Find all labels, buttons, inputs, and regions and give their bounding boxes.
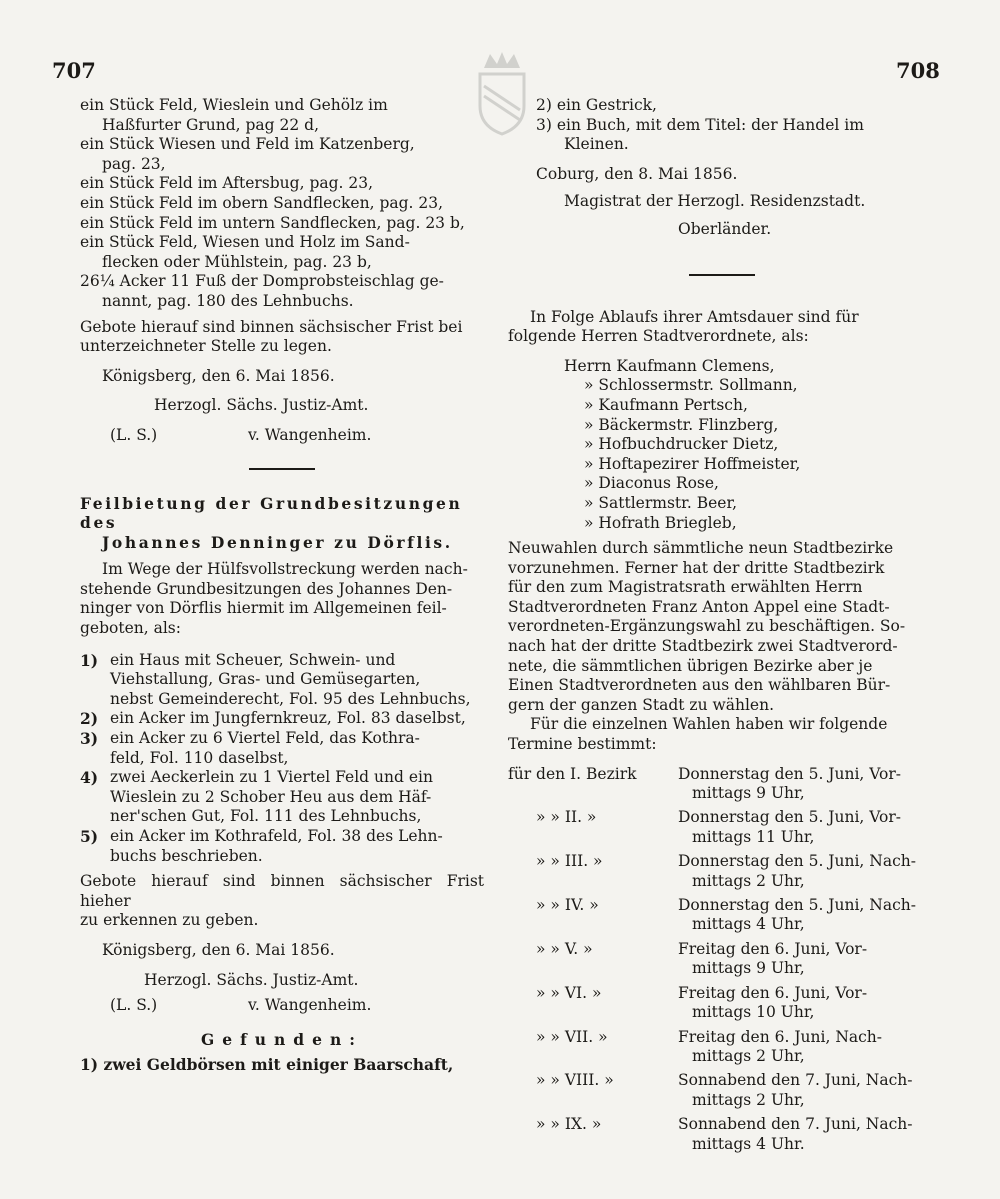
place-date: Coburg, den 8. Mai 1856. [536,164,738,183]
property-list [80,651,484,867]
parcel-line: flecken oder Mühlstein, pag. 23 b, [102,252,372,271]
parcel-line: nannt, pag. 180 des Lehnbuchs. [102,291,354,310]
schedule-row [508,984,936,1023]
separator [689,274,755,276]
item-number: 4) [80,768,99,788]
item-line: ein Acker zu 6 Viertel Feld, das Kothra- [110,729,420,748]
district: » » V. » [536,939,593,958]
page-number-left: 707 [52,58,96,83]
parcel-line: ein Stück Feld im obern Sandflecken, pag. 23, [80,193,444,212]
item-number: 1) [80,650,99,670]
signer: v. Wangenheim. [248,996,372,1015]
list-item [80,709,484,729]
district: » » III. » [536,852,603,871]
schedule-time: mittags 10 Uhr, [692,1003,815,1022]
body-line: nach hat der dritte Stadtbezirk zwei Stadtverord- [508,637,898,656]
list-item: » Hofbuchdrucker Dietz, [584,435,779,454]
signature-block [80,996,484,1016]
schedule-time: mittags 9 Uhr, [692,784,805,803]
parcel-line: ein Stück Wiesen und Feld im Katzenberg, [80,135,415,154]
parcel-line: Haßfurter Grund, pag 22 d, [102,115,320,134]
found-item: 3) ein Buch, mit dem Titel: der Handel im [536,115,864,134]
place-date: Königsberg, den 6. Mai 1856. [102,940,335,959]
schedule-time: mittags 2 Uhr, [692,871,805,890]
found-item: Kleinen. [564,135,629,154]
schedule-row [508,896,936,935]
bids-text: Gebote hierauf sind binnen sächsischer Frist bei [80,317,463,336]
body-line: Stadtverordneten Franz Anton Appel eine Stadt- [508,597,890,616]
schedule-time: mittags 11 Uhr, [692,827,815,846]
page-number-right: 708 [896,58,940,83]
found-item: 1) zwei Geldbörsen mit einiger Baarschaft, [80,1055,454,1075]
schedule-time: mittags 9 Uhr, [692,959,805,978]
item-line: nebst Gemeinderecht, Fol. 95 des Lehnbuchs, [110,689,471,708]
separator [249,468,315,470]
schedule-row [508,1071,936,1110]
section-heading: Feilbietung der Grundbesitzungen des [80,493,463,533]
schedule-date: Sonnabend den 7. Juni, Nach- [678,1115,913,1134]
item-line: ein Acker im Jungfernkreuz, Fol. 83 daselbst, [110,709,466,728]
list-item [80,827,484,866]
place-date: Königsberg, den 6. Mai 1856. [102,366,335,385]
parcel-line: ein Stück Feld, Wiesen und Holz im Sand- [80,233,410,252]
district: » » VII. » [536,1027,608,1046]
schedule-row [508,852,936,891]
district: » » IV. » [536,896,599,915]
body-line: gern der ganzen Stadt zu wählen. [508,695,775,714]
left-column [80,96,484,1075]
list-item: » Hoftapezirer Hoffmeister, [584,454,801,473]
parcel-list [80,96,484,312]
schedule-date: Donnerstag den 5. Juni, Vor- [678,764,902,783]
list-item: Herrn Kaufmann Clemens, [564,356,775,375]
parcel-line: ein Stück Feld im Aftersbug, pag. 23, [80,174,374,193]
found-heading: Gefunden: [201,1029,363,1049]
district: » » II. » [536,808,597,827]
schedule-time: mittags 2 Uhr, [692,1090,805,1109]
schedule-row [508,1028,936,1067]
seal: (L. S.) [110,425,158,444]
signer: Oberländer. [678,219,772,238]
item-line: zwei Aeckerlein zu 1 Viertel Feld und ein [110,768,433,787]
council-member-list [508,357,936,533]
terms-intro: Für die einzelnen Wahlen haben wir folgende [530,715,888,734]
schedule-date: Freitag den 6. Juni, Nach- [678,1027,883,1046]
schedule-time: mittags 4 Uhr, [692,915,805,934]
item-number: 2) [80,709,99,729]
bids-text: Gebote hierauf sind binnen sächsischer Frist hieher [80,872,484,910]
item-line: Wieslein zu 2 Schober Heu aus dem Häf- [110,787,432,806]
list-item: » Sattlermstr. Beer, [584,493,738,512]
district: » » VI. » [536,983,602,1002]
item-line: ner'schen Gut, Fol. 111 des Lehnbuchs, [110,807,422,826]
intro-line: ninger von Dörflis hiermit im Allgemeinen feil- [80,599,447,618]
parcel-line: ein Stück Feld im untern Sandflecken, pag. 23 b, [80,213,465,232]
intro-line: Im Wege der Hülfsvollstreckung werden nach- [102,560,468,579]
item-line: feld, Fol. 110 daselbst, [110,748,289,767]
schedule-date: Donnerstag den 5. Juni, Nach- [678,852,916,871]
section-heading: Johannes Denninger zu Dörflis. [102,532,453,552]
item-number: 5) [80,827,99,846]
schedule-row [508,765,936,804]
body-line: nete, die sämmtlichen übrigen Bezirke aber je [508,656,873,675]
body-line: vorzunehmen. Ferner hat der dritte Stadtbezirk [508,558,885,577]
body-line: Neuwahlen durch sämmtliche neun Stadtbezirke [508,539,894,558]
parcel-line: pag. 23, [102,154,166,173]
district: » » VIII. » [536,1071,614,1090]
body-paragraph [508,539,936,715]
found-item: 2) ein Gestrick, [536,96,657,114]
schedule-row [508,808,936,847]
intro-paragraph [80,560,484,638]
intro-line: geboten, als: [80,619,181,638]
body-line: für den zum Magistratsrath erwählten Herrn [508,578,863,597]
parcel-line: ein Stück Feld, Wieslein und Gehölz im [80,96,388,114]
office-name: Herzogl. Sächs. Justiz-Amt. [154,396,369,415]
bids-text: zu erkennen zu geben. [80,911,259,930]
body-line: Einen Stadtverordneten aus den wählbaren Bür- [508,676,891,695]
list-item: » Kaufmann Pertsch, [584,395,748,414]
item-line: buchs beschrieben. [110,846,263,865]
item-line: ein Haus mit Scheuer, Schwein- und [110,650,396,669]
right-column [508,96,936,1154]
list-item [80,729,484,768]
item-line: Viehstallung, Gras- und Gemüsegarten, [110,670,421,689]
list-item: » Schlossermstr. Sollmann, [584,376,798,395]
signer: v. Wangenheim. [248,425,372,444]
schedule-date: Donnerstag den 5. Juni, Vor- [678,808,902,827]
terms-intro: Termine bestimmt: [508,735,657,754]
intro-line: folgende Herren Stadtverordnete, als: [508,327,809,346]
district: für den I. Bezirk [508,764,637,783]
election-schedule [508,765,936,1154]
schedule-row [508,1115,936,1154]
list-item [80,768,484,827]
seal: (L. S.) [110,996,158,1015]
list-item: » Bäckermstr. Flinzberg, [584,415,779,434]
schedule-date: Sonnabend den 7. Juni, Nach- [678,1071,913,1090]
parcel-line: 26¼ Acker 11 Fuß der Domprobsteischlag ge- [80,272,444,291]
schedule-date: Freitag den 6. Juni, Vor- [678,939,868,958]
list-item: » Diaconus Rose, [584,474,719,493]
schedule-date: Freitag den 6. Juni, Vor- [678,983,868,1002]
signature-block [80,426,484,446]
magistrate: Magistrat der Herzogl. Residenzstadt. [564,192,866,211]
bids-text: unterzeichneter Stelle zu legen. [80,337,332,356]
schedule-row [508,940,936,979]
item-line: ein Acker im Kothrafeld, Fol. 38 des Lehn- [110,827,443,845]
schedule-time: mittags 2 Uhr, [692,1046,805,1065]
list-item: » Hofrath Briegleb, [584,513,737,532]
intro-line: In Folge Ablaufs ihrer Amtsdauer sind für [530,307,859,326]
office-name: Herzogl. Sächs. Justiz-Amt. [144,970,359,989]
list-item [80,651,484,710]
district: » » IX. » [536,1115,602,1134]
schedule-date: Donnerstag den 5. Juni, Nach- [678,896,916,915]
body-line: verordneten-Ergänzungswahl zu beschäftigen. So- [508,617,906,636]
item-number: 3) [80,729,99,749]
schedule-time: mittags 4 Uhr. [692,1134,805,1153]
intro-line: stehende Grundbesitzungen des Johannes Den- [80,579,453,598]
